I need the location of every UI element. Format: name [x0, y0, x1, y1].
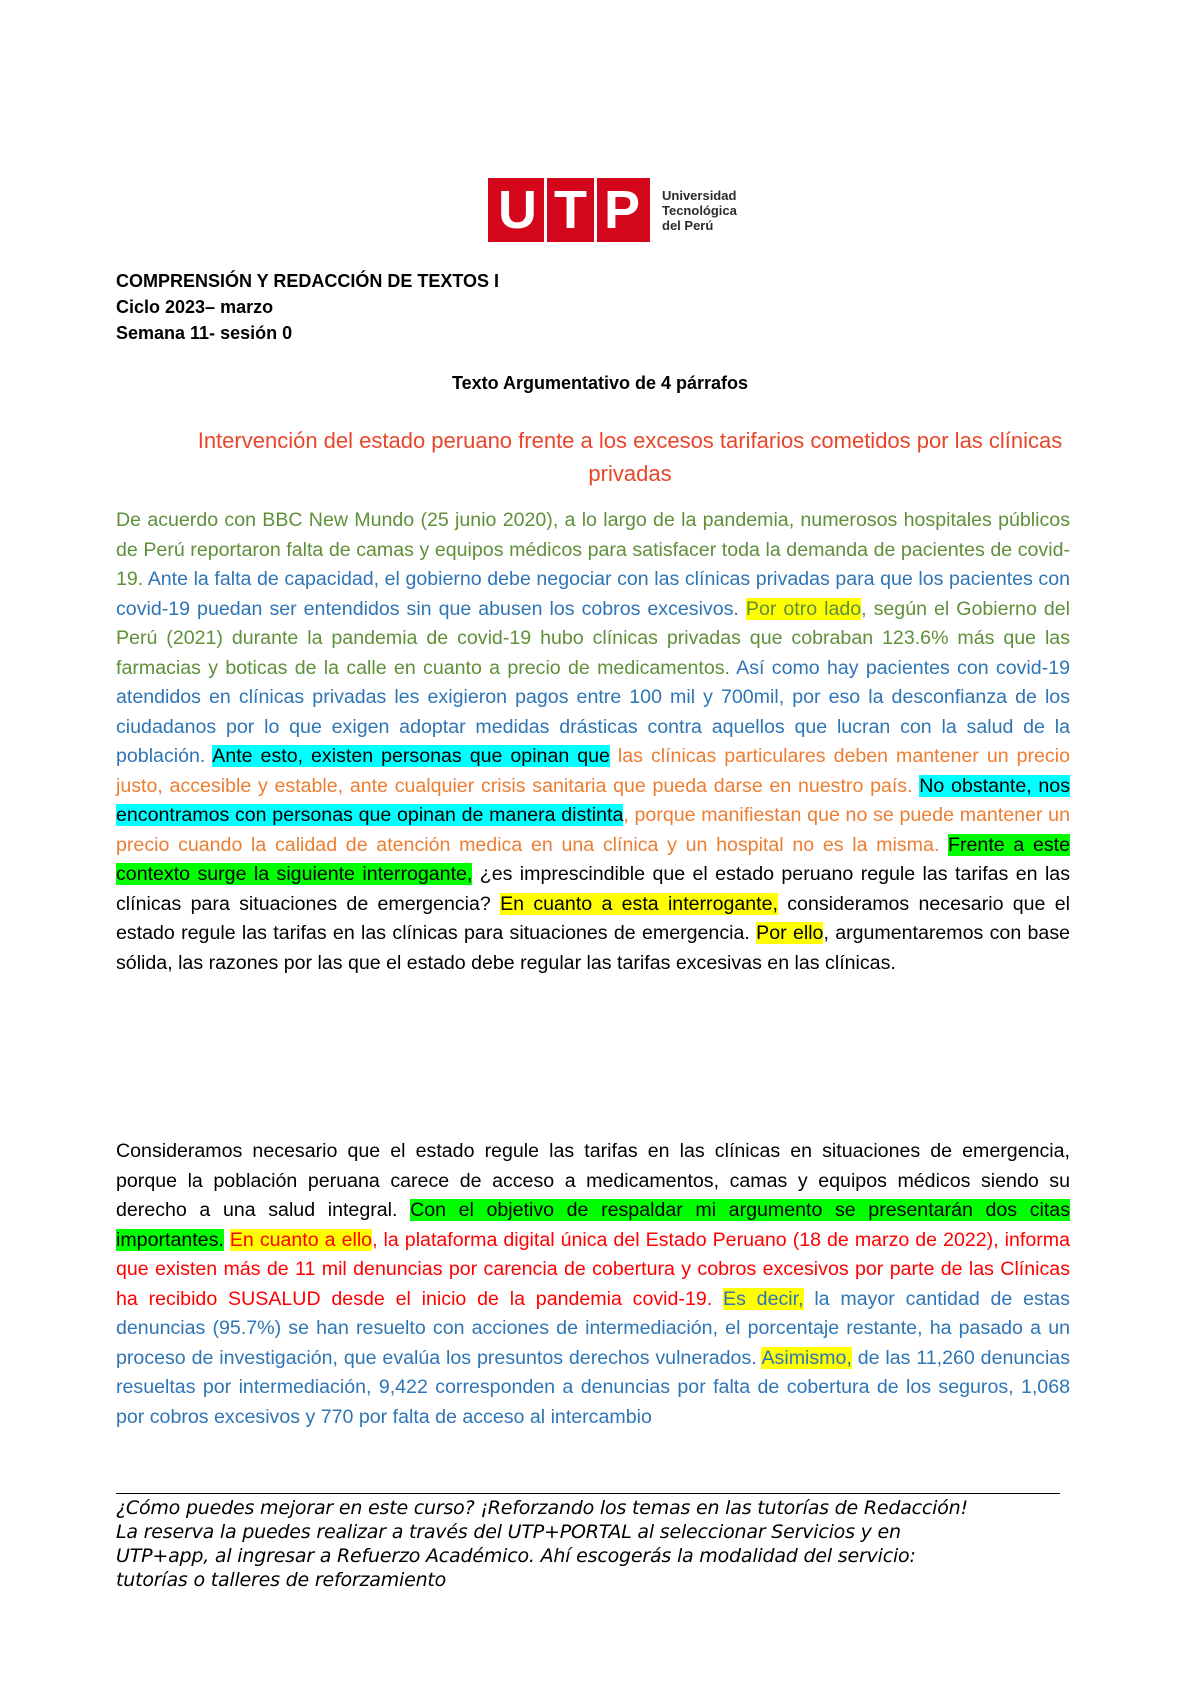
opinion-sentence: las clínicas particulares deben mantener un precio justo, accesible y estable, ante cualquier crisis sanitaria que pueda darse en nuestro país.	[116, 745, 1070, 797]
logo-separator	[594, 178, 597, 242]
logo-name-line: Universidad	[662, 187, 737, 203]
utp-logo	[488, 178, 750, 242]
highlighted-connector: Frente a este contexto surge la siguiente interrogante,	[116, 833, 1071, 885]
course-header	[116, 268, 499, 346]
page-footer	[116, 1493, 1060, 1592]
highlighted-connector: En cuanto a esta interrogante,	[500, 892, 778, 915]
highlighted-connector: Con el objetivo de respaldar mi argumento se presentarán dos citas importantes.	[116, 1199, 1070, 1251]
course-week: Semana 11- sesión 0	[116, 323, 293, 343]
highlighted-connector: No obstante, nos encontramos con personas que opinan de manera distinta	[116, 774, 1070, 826]
highlighted-connector: Ante esto, existen personas que opinan que	[212, 745, 610, 767]
logo-letter-u: U	[498, 180, 537, 240]
utp-logo-mark	[488, 178, 650, 242]
footer-line: UTP+app, al ingresar a Refuerzo Académico. Ahí escogerás la modalidad del servicio:	[116, 1545, 916, 1567]
course-name: COMPRENSIÓN Y REDACCIÓN DE TEXTOS I	[116, 271, 500, 291]
explanation-sentence: de las 11,260 denuncias resueltas por intermediación, 9,422 corresponden a denuncias por falta de cobertura de los seguros, 1,068 por cobros excesivos y 770 por falta de acceso al intercambio	[116, 1346, 1071, 1428]
logo-letter-p: P	[603, 180, 640, 240]
thesis-sentence: consideramos necesario que el estado regule las tarifas en las clínicas para situaciones de emergencia.	[116, 892, 1070, 944]
closing-sentence: , argumentaremos con base sólida, las razones por las que el estado debe regular las tarifas excesivas en las clínicas.	[116, 922, 1071, 974]
logo-name-line: Tecnológica	[662, 202, 737, 218]
footer-line: tutorías o talleres de reforzamiento	[116, 1569, 447, 1591]
context-sentence: , según el Gobierno del Perú (2021) durante la pandemia de covid-19 hubo clínicas privadas que cobraban 123.6% más que las farmacias y boticas de la calle en cuanto a precio de medicamentos.	[116, 597, 1070, 679]
question-sentence: ¿es imprescindible que el estado peruano regule las tarifas en las clínicas para situaciones de emergencia?	[116, 863, 1070, 915]
logo-letter-t: T	[553, 180, 587, 240]
paragraph-introduction	[116, 506, 1070, 978]
highlighted-connector: Por ello	[756, 922, 824, 944]
logo-separator	[544, 178, 547, 242]
context-sentence: Ante la falta de capacidad, el gobierno debe negociar con las clínicas privadas para que los pacientes con covid-19 puedan ser entendidos sin que abusen los cobros excesivos.	[116, 568, 1070, 620]
highlighted-connector: Es decir,	[723, 1287, 804, 1310]
context-sentence: De acuerdo con BBC New Mundo (25 junio 2020), a lo largo de la pandemia, numerosos hospitales públicos de Perú reportaron falta de camas y equipos médicos para satisfacer toda la demanda de pacientes de covid-19.	[116, 509, 1070, 590]
footer-line: ¿Cómo puedes mejorar en este curso? ¡Reforzando los temas en las tutorías de Redacción!	[116, 1497, 968, 1519]
highlighted-connector: Asimismo,	[761, 1346, 852, 1369]
essay-title: Intervención del estado peruano frente a los excesos tarifarios cometidos por las clínicas privadas	[197, 428, 1063, 486]
document-title: Texto Argumentativo de 4 párrafos	[451, 373, 749, 393]
logo-name-line: del Perú	[662, 217, 714, 233]
highlighted-connector: En cuanto a ello	[229, 1228, 373, 1251]
opinion-sentence: , porque manifiestan que no se puede mantener un precio cuando la calidad de atención medica en una clínica y un hospital no es la misma.	[116, 804, 1070, 856]
paragraph-argument-1	[116, 1137, 1070, 1432]
logo-university-name	[662, 188, 737, 233]
course-cycle: Ciclo 2023– marzo	[116, 297, 274, 317]
footer-line: La reserva la puedes realizar a través del UTP+PORTAL al seleccionar Servicios y en	[116, 1521, 901, 1543]
argument-sentence: Consideramos necesario que el estado regule las tarifas en las clínicas en situaciones de emergencia, porque la población peruana carece de acceso a medicamentos, camas y equipos médicos siendo su derecho a una salud integral.	[116, 1140, 1070, 1221]
citation-sentence: , la plataforma digital única del Estado Peruano (18 de marzo de 2022), informa que existen más de 11 mil denuncias por carencia de cobertura y cobros excesivos por parte de las Clínicas ha recibido SUSALUD desde el inicio de la pandemia covid-19.	[116, 1228, 1070, 1310]
explanation-sentence: la mayor cantidad de estas denuncias (95.7%) se han resuelto con acciones de intermediación, el porcentaje restante, ha pasado a un proceso de investigación, que evalúa los presuntos derechos vulnerados.	[116, 1287, 1070, 1369]
context-sentence: Así como hay pacientes con covid-19 atendidos en clínicas privadas les exigieron pagos entre 100 mil y 700mil, por eso la desconfianza de los ciudadanos por lo que exigen adoptar medidas drásticas contra aquellos que lucran con la salud de la población.	[116, 656, 1070, 767]
highlighted-connector: Por otro lado	[745, 597, 862, 620]
